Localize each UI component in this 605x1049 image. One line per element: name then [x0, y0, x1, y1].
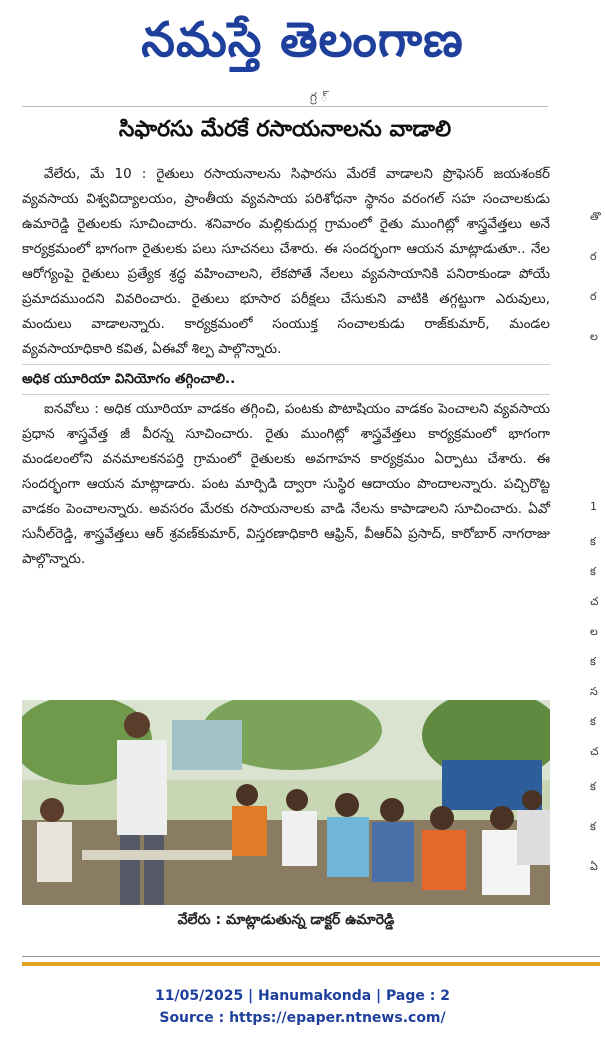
footer-accent-bar: [22, 962, 600, 966]
fragment-char: చ: [590, 595, 599, 608]
fragment-char: క: [590, 655, 596, 668]
fragment-char: చ: [590, 745, 599, 758]
article-subhead: అధిక యూరియా వినియోగం తగ్గించాలి..: [22, 371, 236, 387]
fragment-char: క: [590, 780, 596, 793]
fragment-char: ల: [590, 330, 598, 343]
fragment-char: ర: [590, 250, 597, 263]
fragment-char: క: [590, 820, 596, 833]
photo-illustration: [22, 700, 550, 905]
photo-caption: వేలేరు : మాట్లాడుతున్న డాక్టర్ ఉమారెడ్డి: [177, 912, 395, 928]
clipped-text-fragment: గ్ర ్: [310, 90, 328, 104]
section-divider: [22, 394, 550, 395]
fragment-char: ల: [590, 625, 598, 638]
adjacent-column-fragment: [588, 200, 605, 930]
news-photo: [22, 700, 550, 905]
footer-source-link[interactable]: Source : https://epaper.ntnews.com/: [159, 1010, 446, 1026]
footer-rule: [22, 956, 600, 957]
fragment-char: తొ: [590, 210, 601, 223]
fragment-char: క: [590, 715, 596, 728]
fragment-char: స: [590, 685, 598, 698]
fragment-char: 1: [590, 500, 597, 513]
article-paragraph: వేలేరు, మే 10 : రైతులు రసాయనాలను సిఫారసు మేరకే వాడాలని ప్రొఫెసర్ జయశంకర్ వ్యవసాయ విశ్వవిద్యాలయం, ప్రాంతీయ వ్యవసాయ పరిశోధనా స్థానం వరంగల్ సహ సంచాలకుడు ఉమారెడ్డి రైతులకు సూచించారు. శనివారం మల్లికుదుర్ల గ్రామంలో రైతు ముంగిట్లో శాస్త్రవేత్తలు అనే కార్యక్రమంలో భాగంగా రైతులకు పలు సూచనలు చేశారు. ఈ సందర్భంగా ఆయన మాట్లాడుతూ.. నేల ఆరోగ్యంపై రైతులు ప్రత్యేక శ్రద్ధ వహించాలని, లేకపోతే నేలలు వ్యవసాయానికి పనిరాకుండా పోయే ప్రమాదముందని వివరించారు. రైతులు భూసార పరీక్షలు చేసుకుని వాటికి తగ్గట్టుగా ఎరువులు, మందులు వాడాలన్నారు. కార్యక్రమంలో సంయుక్త సంచాలకుడు రాజ్‌కుమార్, మండల వ్యవసాయాధికారి కవిత, ఏఈవో శిల్ప పాల్గొన్నారు.: [22, 166, 550, 357]
article-paragraph: ఐనవోలు : అధిక యూరియా వాడకం తగ్గించి, పంటకు పొటాషియం వాడకం పెంచాలని వ్యవసాయ ప్రధాన శాస్త్రవేత్త జీ వీరన్న సూచించారు. రైతు ముంగిట్లో శాస్త్రవేత్తలు కార్యక్రమంలో భాగంగా మండలంలోని వనమాలకనపర్తి గ్రామంలో రైతులకు అవగాహన కార్యక్రమం ఏర్పాటు చేశారు. ఈ సందర్భంగా ఆయన మాట్లాడారు. పంట మార్పిడి ద్వారా సుస్థిర ఆదాయం పొందాలన్నారు. పచ్చిరొట్ట వాడకం పెంచాలన్నారు. అవసరం మేరకు రసాయనాలకు వాడి నేలను కాపాడాలని సూచించారు. ఏవో సునీల్‌రెడ్డి, శాస్త్రవేత్తలు ఆర్ శ్రవణ్‌కుమార్, విస్తరణాధికారి ఆఫ్రిన్, వీఆర్ఏ ప్రసాద్, కారోబార్ నాగరాజు పాల్గొన్నారు.: [22, 401, 550, 567]
article-headline: సిఫారసు మేరకే రసాయనాలను వాడాలి: [22, 106, 548, 147]
article-body: [22, 162, 550, 572]
fragment-char: ర: [590, 290, 597, 303]
section-divider: [22, 364, 550, 365]
fragment-char: క: [590, 535, 596, 548]
footer-date-edition: 11/05/2025 | Hanumakonda | Page : 2: [155, 988, 450, 1004]
fragment-char: ఏ: [590, 860, 598, 873]
newspaper-masthead: నమస్తే తెలంగాణ: [141, 12, 464, 68]
fragment-char: క: [590, 565, 596, 578]
